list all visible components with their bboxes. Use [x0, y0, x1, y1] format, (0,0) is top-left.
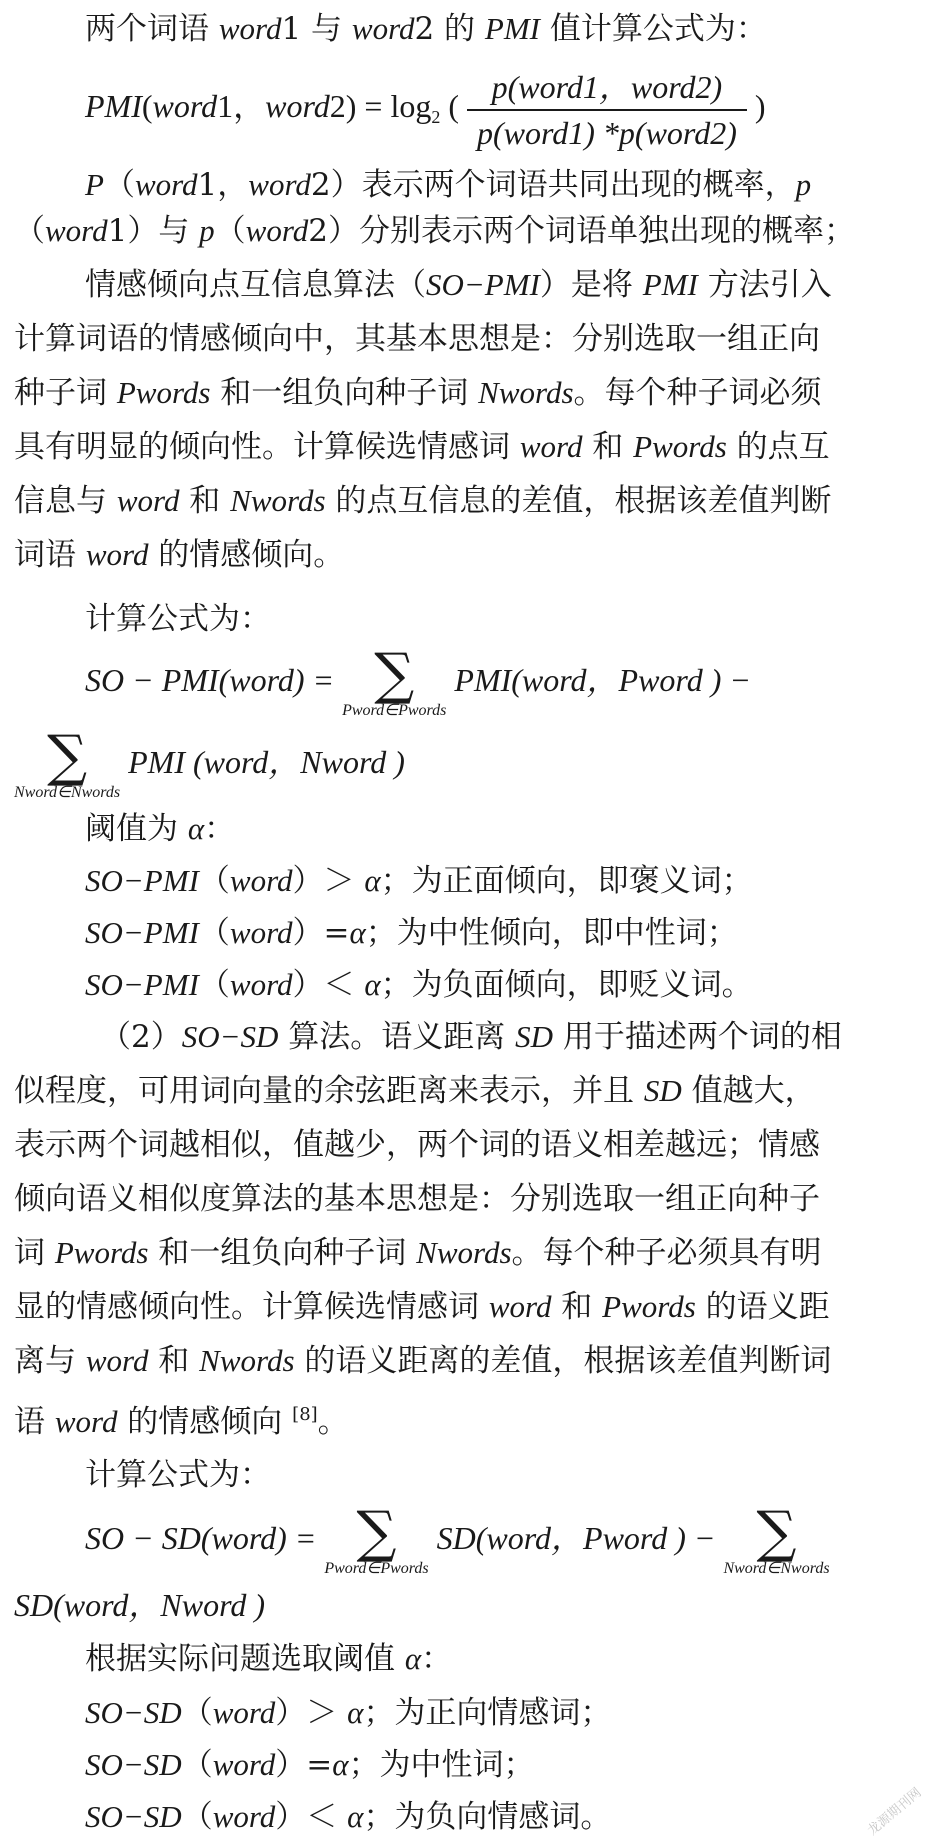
var: Nwords [416, 1235, 512, 1270]
var-alpha: α [347, 1799, 364, 1834]
formula-log: log [390, 88, 432, 124]
text: ＜ [323, 967, 365, 1003]
text: = [323, 915, 350, 951]
text: （ [198, 967, 230, 1003]
p3-line-3 [14, 370, 926, 416]
text: 1）与 [107, 213, 200, 249]
text: ） [275, 1799, 307, 1835]
text: 和一组负向种子词 [210, 375, 479, 411]
formula-lhs: PMI [85, 88, 142, 124]
p3-line-2 [14, 316, 926, 362]
text: ）是将 [539, 267, 643, 303]
var-word: word [351, 11, 415, 46]
var: SO−SD [85, 1695, 182, 1730]
text: ） [292, 967, 324, 1003]
text: 和 [551, 1289, 603, 1325]
sum-operator [324, 1499, 429, 1578]
so-pmi-formula-line-1 [85, 640, 926, 720]
var: word [134, 167, 198, 202]
text: 似程度，可用词向量的余弦距离来表示，并且 [14, 1073, 644, 1109]
text: 和 [582, 429, 634, 465]
sum-operator [342, 641, 447, 720]
sigma-icon: ∑ [756, 1499, 797, 1565]
calc-label-1 [85, 596, 926, 642]
var-alpha: α [332, 1747, 349, 1782]
var: word [229, 967, 293, 1002]
text: ；为负面倾向，即贬义词。 [380, 967, 753, 1003]
text: 1， [197, 167, 249, 203]
sum-operator [14, 723, 121, 802]
var: word [54, 1404, 118, 1439]
var: Pwords [633, 429, 727, 464]
text: ＞ [306, 1695, 348, 1731]
text: ： [204, 811, 236, 847]
var: Pwords [54, 1235, 149, 1270]
text: 的语义距离的差值，根据该差值判断词 [294, 1343, 832, 1379]
text: 的语义距 [695, 1289, 830, 1325]
var: word [116, 483, 180, 518]
text: 语 [14, 1404, 55, 1440]
var: Nwords [199, 1343, 295, 1378]
text: ；为正面倾向，即褒义词； [380, 863, 753, 899]
var: word [519, 429, 583, 464]
sigma-icon: ∑ [374, 641, 415, 707]
var: word [248, 167, 311, 202]
text: 和 [179, 483, 231, 519]
formula-equals: = [364, 88, 383, 124]
text: 阈值为 [85, 811, 188, 847]
citation: [8] [292, 1404, 318, 1425]
so-sd-formula-line-1 [85, 1498, 926, 1578]
p3-line-4 [14, 424, 926, 470]
text: 和一组负向种子词 [148, 1235, 417, 1271]
text: 的点互信息的差值，根据该差值判断 [325, 483, 832, 519]
formula-var: word [265, 88, 330, 124]
text: 的情感倾向 [117, 1404, 293, 1440]
var: p [795, 167, 812, 202]
p4-line-6 [14, 1284, 926, 1330]
text: 和 [148, 1343, 200, 1379]
sigma-icon: ∑ [47, 723, 88, 789]
var-word: word [218, 11, 282, 46]
var: p [199, 213, 215, 248]
formula-fraction [467, 67, 747, 153]
var: Nwords [230, 483, 326, 518]
text: 。 [317, 1404, 349, 1440]
text: 1 与 [281, 11, 352, 47]
text: 算法。语义距离 [278, 1019, 516, 1055]
formula-log-base: 2 [431, 107, 441, 127]
text: 词 [14, 1235, 55, 1271]
rule-sd-negative [85, 1794, 926, 1840]
p4-line-7 [14, 1338, 926, 1384]
var: Pwords [116, 375, 211, 410]
var: P [85, 167, 104, 202]
var: PMI [642, 267, 698, 302]
text: （ [214, 213, 246, 249]
intro-line [85, 6, 926, 52]
text: 倾向语义相似度算法的基本思想是：分别选取一组正向种子 [14, 1181, 820, 1217]
text: （ [198, 863, 230, 899]
formula-text: 2) [329, 88, 357, 124]
formula-lhs: SO − SD(word) = [85, 1520, 317, 1556]
sum-subscript: Pword∈Pwords [342, 701, 447, 719]
var: SO−SD [181, 1019, 279, 1054]
fraction-denominator: p(word1) *p(word2) [477, 114, 737, 151]
text: 计算公式为： [85, 1457, 271, 1493]
text: 离与 [14, 1343, 86, 1379]
p3-line-1 [85, 262, 926, 308]
sum-operator [723, 1499, 830, 1578]
sum-subscript: Nword∈Nwords [723, 1559, 830, 1577]
formula-term: PMI (word，Nword ) [128, 744, 405, 780]
var-alpha: α [364, 967, 381, 1002]
watermark: 龙源期刊网 [865, 1785, 925, 1839]
text: 2）分别表示两个词语单独出现的概率； [308, 213, 855, 249]
var: SO−PMI [85, 915, 199, 950]
rule-sd-positive [85, 1690, 926, 1736]
fraction-numerator: p(word1，word2) [467, 67, 747, 111]
var: word [212, 1747, 276, 1782]
text: （ [198, 915, 230, 951]
threshold-line-2 [85, 1636, 926, 1682]
text: ；为中性倾向，即中性词； [365, 915, 738, 951]
formula-paren: ( [448, 88, 459, 124]
var: SD [643, 1073, 682, 1108]
text: （ [181, 1747, 213, 1783]
var: word [85, 537, 149, 572]
text: = [306, 1747, 333, 1783]
var-alpha: α [349, 915, 366, 950]
text: 2 的 [414, 11, 485, 47]
so-pmi-formula-line-2 [14, 722, 926, 802]
text: ） [292, 863, 324, 899]
text: 两个词语 [85, 11, 219, 47]
sum-subscript: Nword∈Nwords [14, 783, 121, 801]
text: 。每个种子必须具有明 [511, 1235, 822, 1271]
text: 计算公式为： [85, 601, 271, 637]
text: ＜ [306, 1799, 348, 1835]
formula-var: word [152, 88, 218, 124]
p4-line-8 [14, 1392, 926, 1438]
var: word [229, 915, 293, 950]
pmi-formula [85, 58, 926, 154]
text: ；为负向情感词。 [363, 1799, 612, 1835]
text: 的点互 [726, 429, 830, 465]
var: Nwords [478, 375, 574, 410]
text: 用于描述两个词的相 [553, 1019, 842, 1055]
var: word [85, 1343, 149, 1378]
formula-term: SD(word，Pword ) − [436, 1520, 716, 1556]
p4-line-3 [14, 1122, 926, 1168]
formula-term: SD(word，Nword ) [14, 1587, 265, 1623]
formula-lhs: SO − PMI(word) = [85, 662, 335, 698]
var: word [212, 1799, 276, 1834]
text: （ [103, 167, 135, 203]
text: 方法引入 [697, 267, 832, 303]
var: SO−SD [85, 1799, 182, 1834]
var-alpha: α [187, 811, 205, 846]
p4-line-5 [14, 1230, 926, 1276]
text: 情感倾向点互信息算法（ [85, 267, 426, 303]
var-alpha: α [347, 1695, 364, 1730]
var: Pwords [602, 1289, 696, 1324]
p4-line-1 [100, 1014, 926, 1060]
formula-paren: ) [754, 88, 766, 124]
text: 根据实际问题选取阈值 [85, 1641, 405, 1677]
text: 的情感倾向。 [148, 537, 345, 573]
text: ） [275, 1747, 307, 1783]
text: 。每个种子词必须 [573, 375, 822, 411]
text: ；为中性词； [348, 1747, 535, 1783]
calc-label-2 [85, 1452, 926, 1498]
text: ： [421, 1641, 453, 1677]
sum-subscript: Pword∈Pwords [324, 1559, 429, 1577]
var: SO−PMI [426, 267, 540, 302]
var-pmi: PMI [484, 11, 541, 46]
var: SO−PMI [85, 967, 199, 1002]
p2-line-1 [85, 162, 926, 208]
p4-line-4 [14, 1176, 926, 1222]
var: SD [515, 1019, 554, 1054]
text: ） [275, 1695, 307, 1731]
formula-text: 1， [217, 88, 266, 124]
formula-term: PMI(word，Pword ) − [454, 662, 751, 698]
text: 值计算公式为： [540, 11, 767, 47]
text: ；为正向情感词； [363, 1695, 612, 1731]
rule-pmi-negative [85, 962, 926, 1008]
text: （ [181, 1799, 213, 1835]
threshold-line-1 [85, 806, 926, 852]
rule-sd-neutral [85, 1742, 926, 1788]
var: word [245, 213, 309, 248]
text: （ [14, 213, 45, 249]
var: word [212, 1695, 276, 1730]
var-alpha: α [364, 863, 381, 898]
var: SO−SD [85, 1747, 182, 1782]
var: word [45, 213, 108, 248]
text: ） [292, 915, 324, 951]
var-alpha: α [404, 1641, 422, 1676]
text: ＞ [323, 863, 365, 899]
text: 显的情感倾向性。计算候选情感词 [14, 1289, 489, 1325]
p4-line-2 [14, 1068, 926, 1114]
p2-line-2 [14, 208, 926, 254]
p3-line-6 [14, 532, 926, 578]
text: 值越大， [681, 1073, 816, 1109]
var: word [488, 1289, 552, 1324]
rule-pmi-positive [85, 858, 926, 904]
text: 种子词 [14, 375, 117, 411]
rule-pmi-neutral [85, 910, 926, 956]
text: 表示两个词越相似，值越少，两个词的语义相差越远；情感 [14, 1127, 820, 1163]
text: （2） [100, 1019, 182, 1055]
text: 计算词语的情感倾向中，其基本思想是：分别选取一组正向 [14, 321, 820, 357]
text: 词语 [14, 537, 86, 573]
p3-line-5 [14, 478, 926, 524]
text: 信息与 [14, 483, 117, 519]
so-sd-formula-line-2 [14, 1582, 926, 1628]
var: SO−PMI [85, 863, 199, 898]
var: word [229, 863, 293, 898]
text: （ [181, 1695, 213, 1731]
text: 2）表示两个词语共同出现的概率， [310, 167, 796, 203]
sigma-icon: ∑ [356, 1499, 397, 1565]
text: 具有明显的倾向性。计算候选情感词 [14, 429, 520, 465]
formula-paren: ( [141, 88, 153, 124]
